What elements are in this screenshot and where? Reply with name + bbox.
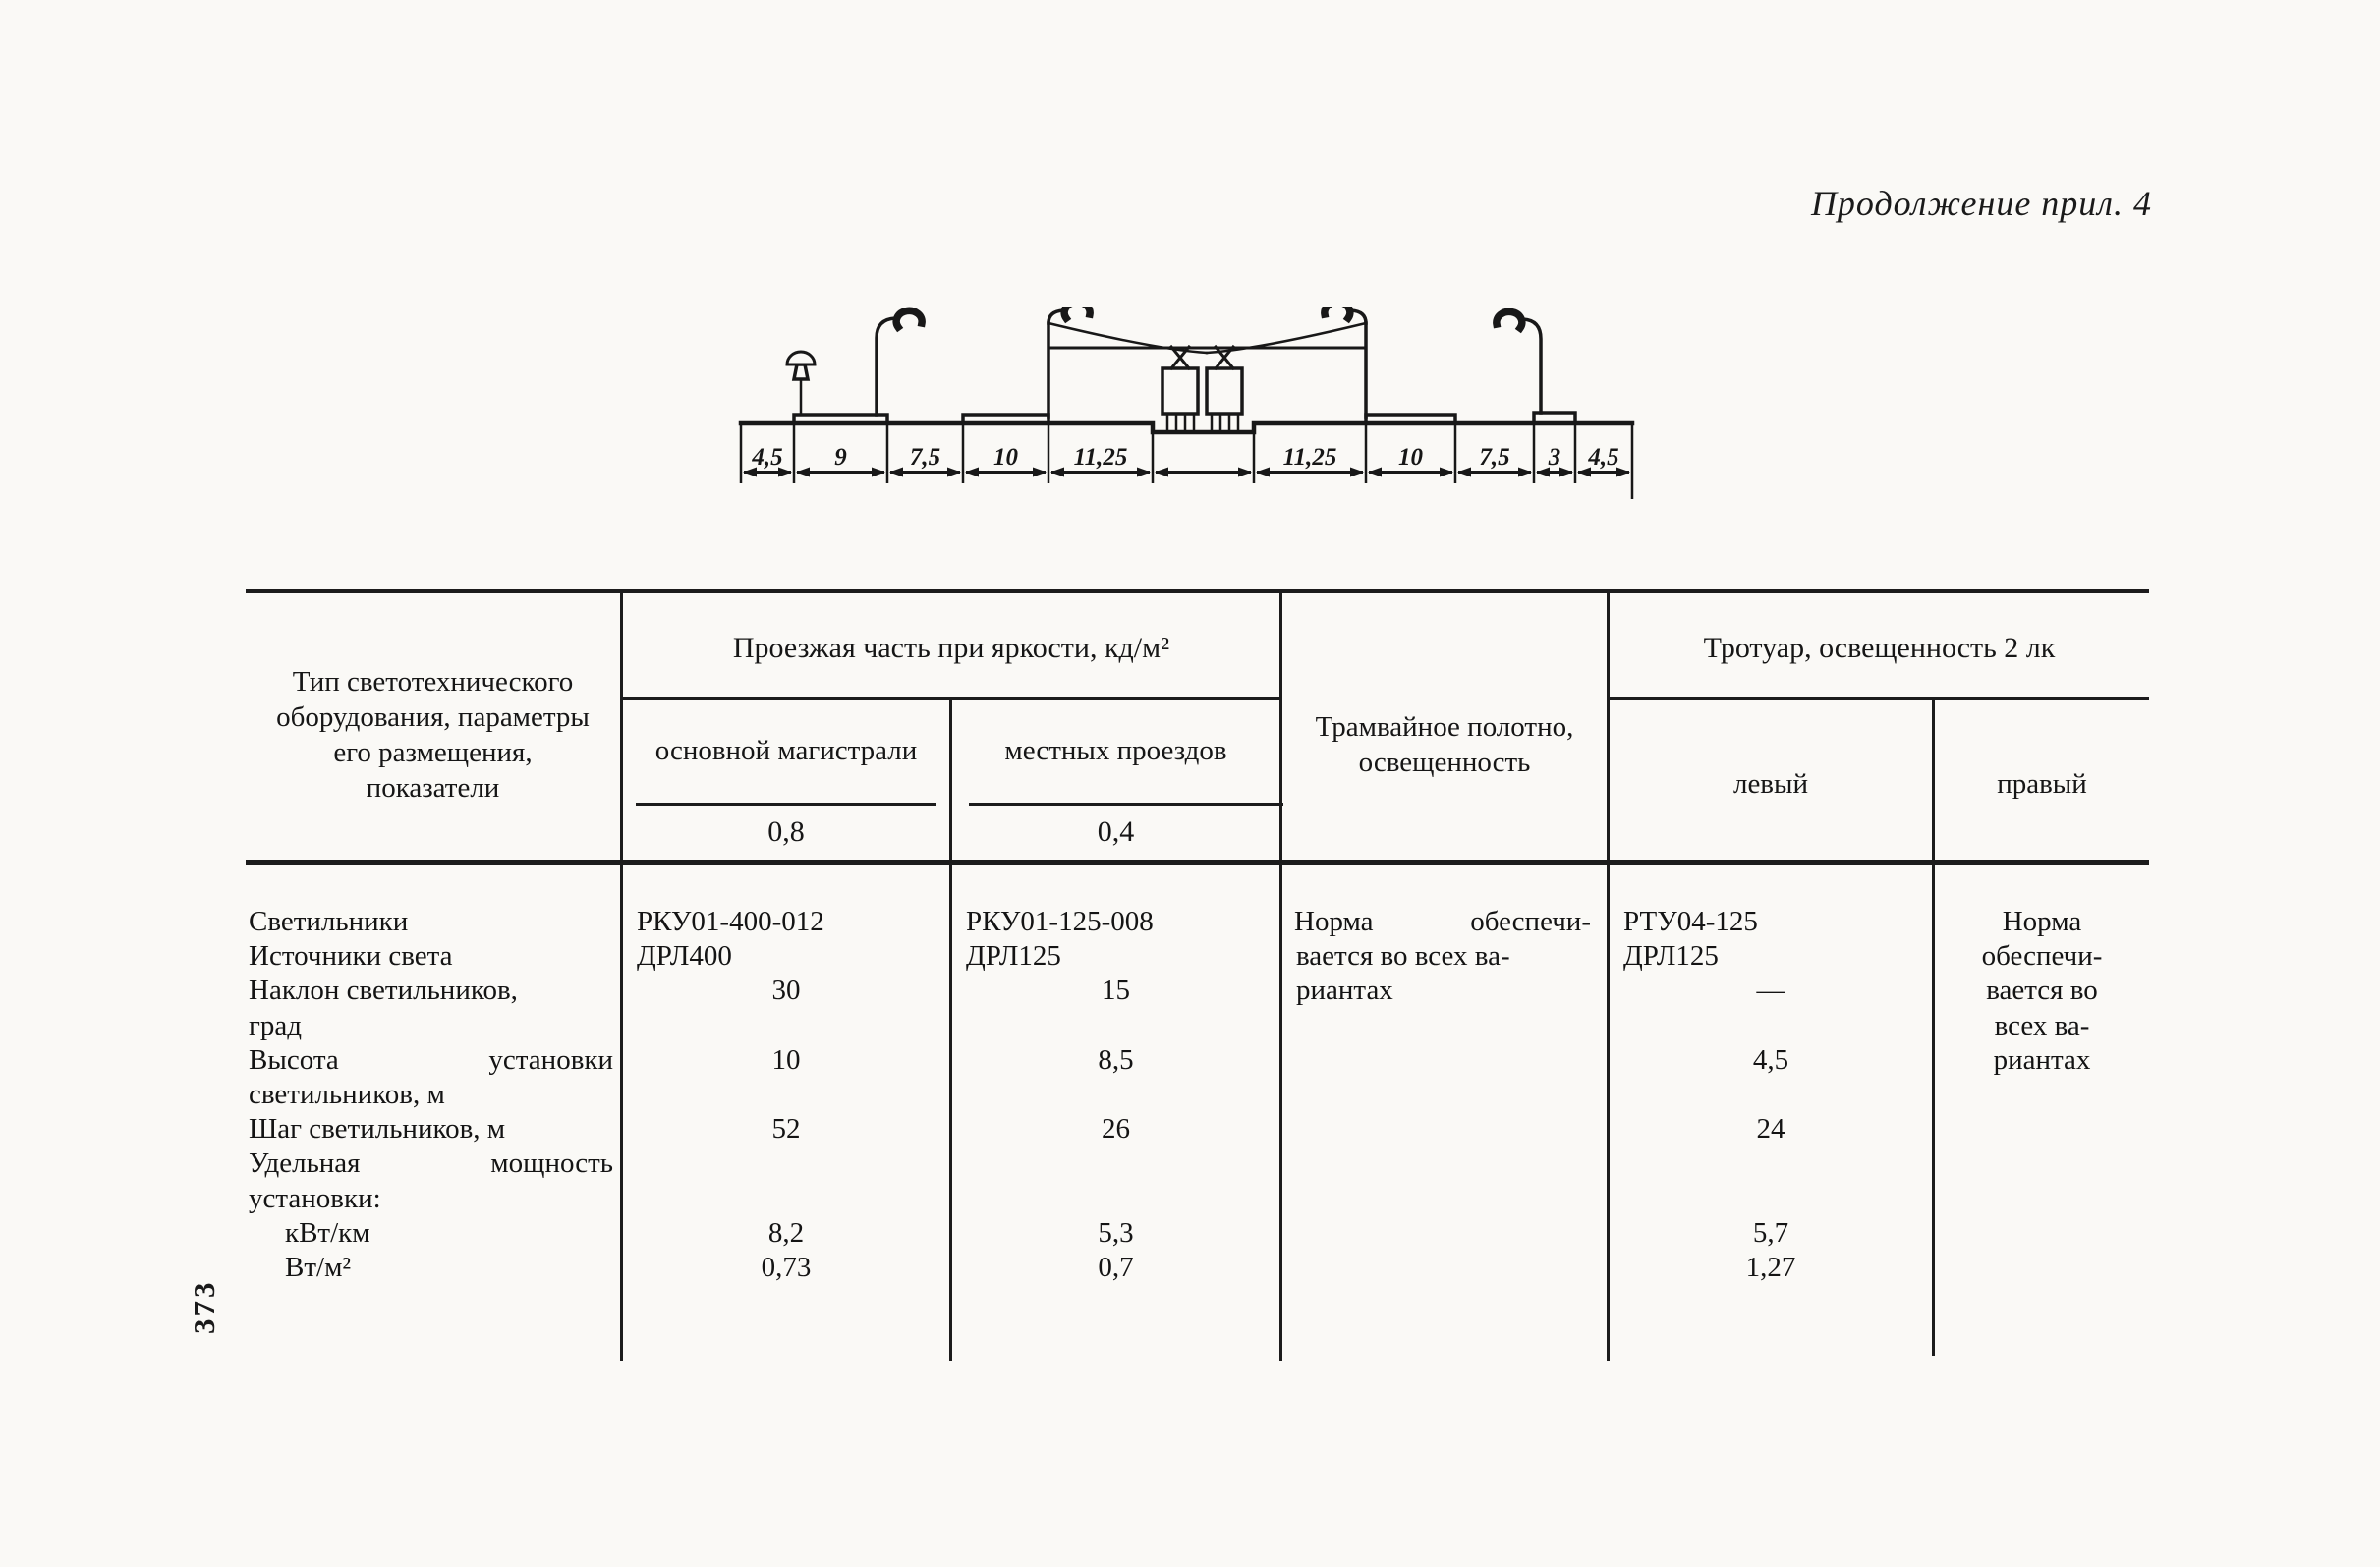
table-body-column-tram [1282, 905, 1607, 1362]
table-cell: ДРЛ125 [1623, 940, 1719, 973]
table-cell: 8,2 [767, 1216, 805, 1249]
dimension-label: 10 [993, 444, 1018, 471]
table-body-column-local_road [952, 905, 1279, 1362]
table-cell-text: обеспечи- [1470, 906, 1591, 937]
table-cell: ДРЛ400 [637, 940, 732, 973]
table-cell: 10 [771, 1043, 801, 1076]
table-cell: вается во [1986, 975, 2098, 1007]
dimension-label: 11,25 [1073, 444, 1128, 471]
dimension-segment [1577, 444, 1630, 477]
table-cell: кВт/км [285, 1216, 370, 1249]
table-cell: риантах [1993, 1043, 2091, 1076]
table-cell: риантах [1296, 975, 1393, 1007]
table-cell [246, 1147, 621, 1181]
table-cell: 4,5 [1752, 1043, 1789, 1076]
header-line: освещенность [1358, 747, 1531, 778]
table-cell: Источники света [249, 940, 453, 973]
tram-car-icon [1207, 347, 1242, 430]
catenary-pole-right-icon [1325, 307, 1366, 417]
header-bottom-rule [246, 860, 2149, 865]
table-cell: установки: [249, 1182, 381, 1214]
main-road-sub-underline [636, 803, 936, 806]
catenary-pole-left-icon [1048, 307, 1090, 417]
header-sidewalk-right: правый [1997, 768, 2087, 800]
dimension-segment [1050, 444, 1151, 477]
table-cell: Наклон светильников, [249, 975, 518, 1007]
table-cell: 5,7 [1752, 1216, 1789, 1249]
table-cell: 0,7 [1098, 1252, 1134, 1283]
table-cell: 30 [771, 975, 801, 1007]
dimension-label: 11,25 [1282, 444, 1337, 471]
table-cell-text: Норма [1294, 906, 1374, 937]
local-road-sub-underline [969, 803, 1283, 806]
dimension-segment [743, 444, 792, 477]
table-cell: 5,3 [1098, 1216, 1134, 1249]
sidewalk-group-underline [1609, 697, 2149, 700]
dimension-segment [1368, 444, 1453, 477]
table-cell: РТУ04-125 [1623, 906, 1758, 937]
table-cell: светильников, м [249, 1079, 445, 1110]
table-cell: РКУ01-125-008 [966, 906, 1154, 937]
table-cell: 0,73 [761, 1252, 812, 1283]
dimension-segment [1457, 444, 1532, 477]
table-cell [246, 1043, 621, 1078]
road-cross-section-diagram [735, 307, 1659, 521]
table-cell: Шаг светильников, м [249, 1113, 506, 1146]
table-cell: град [249, 1009, 303, 1041]
dimension-chain [741, 423, 1632, 499]
table-cell: 52 [771, 1113, 801, 1146]
street-light-icon [877, 310, 922, 415]
dimension-segment [1256, 444, 1364, 477]
table-cell: вается во всех ва- [1296, 940, 1510, 973]
dimension-segment [889, 444, 961, 477]
table-body-column-parameters [246, 905, 621, 1362]
dimension-label: 4,5 [1588, 444, 1619, 471]
table-cell-text: мощность [490, 1147, 613, 1180]
dimension-label: 9 [834, 444, 847, 471]
dimension-label: 7,5 [1479, 444, 1510, 471]
dimension-segment [1155, 468, 1252, 477]
table-cell [1282, 905, 1607, 939]
header-local-road: местных проездов [1004, 735, 1227, 766]
table-cell: 8,5 [1098, 1043, 1134, 1076]
page-number: 373 [187, 1279, 221, 1334]
header-main-road: основной магистрали [654, 735, 918, 766]
table-cell: — [1756, 975, 1785, 1007]
tram-car-icon [1162, 347, 1198, 430]
table-cell: Светильники [249, 906, 409, 937]
table-cell-text: Высота [249, 1043, 339, 1076]
table-cell: обеспечи- [1981, 940, 2103, 973]
header-main-road-luminance: 0,8 [767, 815, 805, 848]
header-line: показатели [366, 772, 500, 804]
header-line: Трамвайное полотно, [1315, 711, 1574, 743]
table-cell: 15 [1102, 975, 1130, 1007]
header-local-road-luminance: 0,4 [1097, 815, 1135, 848]
dimension-label: 3 [1548, 444, 1561, 471]
header-tram-bed [1282, 709, 1607, 780]
header-line: его размещения, [333, 737, 533, 768]
table-cell-text: Удельная [249, 1147, 361, 1180]
ground-line [741, 423, 1632, 432]
dimension-segment [965, 444, 1047, 477]
dimension-label: 4,5 [752, 444, 783, 471]
continuation-header: Продолжение прил. 4 [1810, 184, 2152, 223]
street-light-icon [1497, 311, 1541, 413]
diagram-artwork [741, 307, 1632, 432]
table-cell: 26 [1102, 1113, 1130, 1146]
header-roadway-group: Проезжая часть при яркости, кд/м² [732, 632, 1170, 664]
table-cell: ДРЛ125 [966, 940, 1061, 973]
table-top-rule [246, 589, 2149, 593]
header-line: оборудования, параметры [276, 701, 590, 733]
table-cell: 1,27 [1745, 1252, 1796, 1283]
header-line: Тип светотехнического [292, 666, 574, 698]
pedestrian-lamp-icon [787, 352, 815, 415]
table-cell-text: установки [488, 1043, 613, 1076]
table-cell: РКУ01-400-012 [637, 906, 824, 937]
table-cell: 24 [1756, 1113, 1785, 1146]
table-body-column-sidewalk_left [1610, 905, 1932, 1362]
header-sidewalk-group: Тротуар, освещенность 2 лк [1703, 632, 2056, 664]
table-cell: всех ва- [1994, 1009, 2090, 1041]
dimension-segment [1536, 444, 1573, 477]
dimension-label: 7,5 [909, 444, 941, 471]
header-equipment-type [246, 664, 620, 806]
dimension-segment [796, 444, 885, 477]
header-sidewalk-left: левый [1732, 768, 1809, 800]
table-body-column-main_road [623, 905, 949, 1362]
table-cell: Вт/м² [285, 1252, 352, 1283]
table-body-column-sidewalk_right [1935, 905, 2149, 1362]
table-cell: Норма [2002, 906, 2082, 937]
dimension-label: 10 [1398, 444, 1423, 471]
